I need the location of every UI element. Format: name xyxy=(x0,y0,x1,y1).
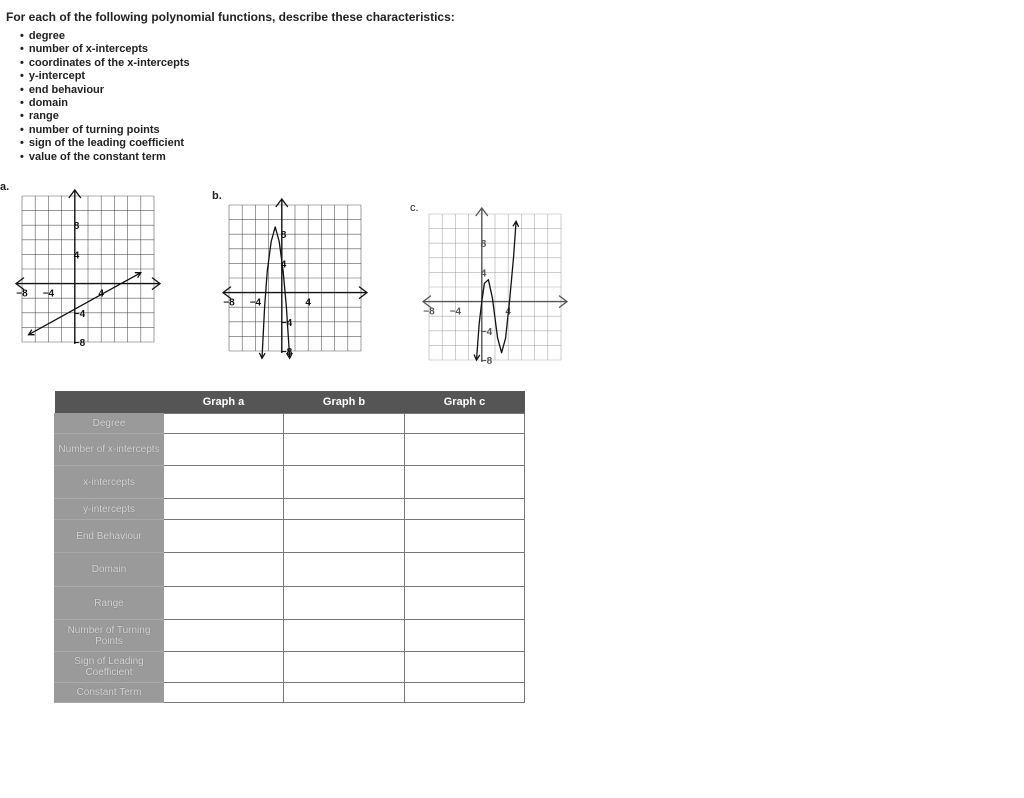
y-tick-label: −8 xyxy=(280,347,293,358)
graph-a xyxy=(16,196,154,349)
answer-cell[interactable] xyxy=(284,414,405,434)
answer-cell[interactable] xyxy=(405,434,525,466)
list-item: • y-intercept xyxy=(20,70,190,83)
answer-cell[interactable] xyxy=(284,587,405,620)
grid-lines xyxy=(429,214,561,360)
answer-cell[interactable] xyxy=(284,652,405,683)
answer-cell[interactable] xyxy=(164,553,284,587)
answer-cell[interactable] xyxy=(164,466,284,499)
table-header-graph-c: Graph c xyxy=(405,391,525,414)
list-item: • end behaviour xyxy=(20,84,190,97)
answer-cell[interactable] xyxy=(164,414,284,434)
y-tick-label: 4 xyxy=(73,250,80,262)
y-tick-label: −4 xyxy=(480,326,493,338)
list-item: • range xyxy=(20,110,190,123)
y-tick-label: 4 xyxy=(480,268,487,280)
answer-cell[interactable] xyxy=(164,620,284,652)
row-label-constant-term: Constant Term xyxy=(55,683,164,703)
list-item: • domain xyxy=(20,97,190,110)
answer-cell[interactable] xyxy=(164,652,284,683)
x-tick-label: 4 xyxy=(98,288,104,300)
answer-cell[interactable] xyxy=(284,499,405,520)
list-item: • value of the constant term xyxy=(20,151,190,164)
row-label-range: Range xyxy=(55,587,164,620)
x-tick-label: −4 xyxy=(42,288,55,300)
graph-c-label: c. xyxy=(410,202,419,214)
answer-cell[interactable] xyxy=(405,553,525,587)
function-curve xyxy=(29,273,141,335)
list-item: • coordinates of the x-intercepts xyxy=(20,57,190,70)
answer-cell[interactable] xyxy=(284,683,405,703)
y-tick-label: −4 xyxy=(73,308,86,320)
answer-cell[interactable] xyxy=(405,414,525,434)
answer-cell[interactable] xyxy=(284,434,405,466)
answer-cell[interactable] xyxy=(284,620,405,652)
row-label-number-of-turning-points: Number of Turning Points xyxy=(55,620,164,652)
graph-a-label: a. xyxy=(0,181,10,193)
answer-cell[interactable] xyxy=(284,553,405,587)
x-tick-label: −4 xyxy=(249,297,262,309)
row-label-degree: Degree xyxy=(55,414,164,434)
table-row xyxy=(55,434,525,466)
y-tick-label: 8 xyxy=(73,221,80,233)
table-row xyxy=(55,587,525,620)
worksheet-title: For each of the following polynomial functions, describe these characteristics: xyxy=(6,10,455,24)
table-row xyxy=(55,466,525,499)
answer-cell[interactable] xyxy=(405,620,525,652)
grid-lines xyxy=(22,196,154,342)
characteristics-table xyxy=(54,391,525,703)
row-label-x-intercepts: x-intercepts xyxy=(55,466,164,499)
answer-cell[interactable] xyxy=(405,466,525,499)
answer-cell[interactable] xyxy=(164,683,284,703)
row-label-end-behaviour: End Behaviour xyxy=(55,520,164,553)
list-item: • degree xyxy=(20,30,190,43)
list-item: • number of x-intercepts xyxy=(20,43,190,56)
table-row xyxy=(55,520,525,553)
graph-b xyxy=(223,205,361,358)
answer-cell[interactable] xyxy=(405,499,525,520)
graph-c xyxy=(423,214,561,367)
answer-cell[interactable] xyxy=(405,683,525,703)
x-tick-label: −4 xyxy=(449,306,462,318)
y-tick-label: 4 xyxy=(280,259,287,271)
answer-cell[interactable] xyxy=(164,520,284,553)
table-row xyxy=(55,620,525,652)
answer-cell[interactable] xyxy=(405,520,525,553)
answer-cell[interactable] xyxy=(405,652,525,683)
answer-cell[interactable] xyxy=(164,499,284,520)
row-label-sign-of-leading-coefficient: Sign of Leading Coefficient xyxy=(55,652,164,683)
x-tick-label: −8 xyxy=(223,297,235,309)
table-row xyxy=(55,683,525,703)
table-row xyxy=(55,414,525,434)
x-tick-label: 4 xyxy=(305,297,311,309)
list-item: • sign of the leading coefficient xyxy=(20,137,190,150)
list-item: • number of turning points xyxy=(20,124,190,137)
answer-cell[interactable] xyxy=(284,466,405,499)
table-row xyxy=(55,652,525,683)
x-tick-label: −8 xyxy=(423,306,435,318)
answer-cell[interactable] xyxy=(284,520,405,553)
table-header-graph-b: Graph b xyxy=(284,391,405,414)
table-header-corner xyxy=(55,391,164,414)
characteristics-list xyxy=(20,30,190,164)
table-row xyxy=(55,553,525,587)
y-tick-label: −8 xyxy=(73,338,86,349)
x-tick-label: −8 xyxy=(16,288,28,300)
graph-b-label: b. xyxy=(212,190,222,202)
answer-cell[interactable] xyxy=(164,434,284,466)
answer-cell[interactable] xyxy=(164,587,284,620)
table-row xyxy=(55,499,525,520)
row-label-number-of-x-intercepts: Number of x-intercepts xyxy=(55,434,164,466)
answer-cell[interactable] xyxy=(405,587,525,620)
row-label-domain: Domain xyxy=(55,553,164,587)
y-tick-label: 8 xyxy=(480,239,487,251)
table-header-graph-a: Graph a xyxy=(164,391,284,414)
y-tick-label: −4 xyxy=(280,317,293,329)
y-tick-label: −8 xyxy=(480,356,493,367)
x-tick-label: 4 xyxy=(505,306,511,318)
y-tick-label: 8 xyxy=(280,230,287,242)
grid-lines xyxy=(229,205,361,351)
row-label-y-intercepts: y-intercepts xyxy=(55,499,164,520)
